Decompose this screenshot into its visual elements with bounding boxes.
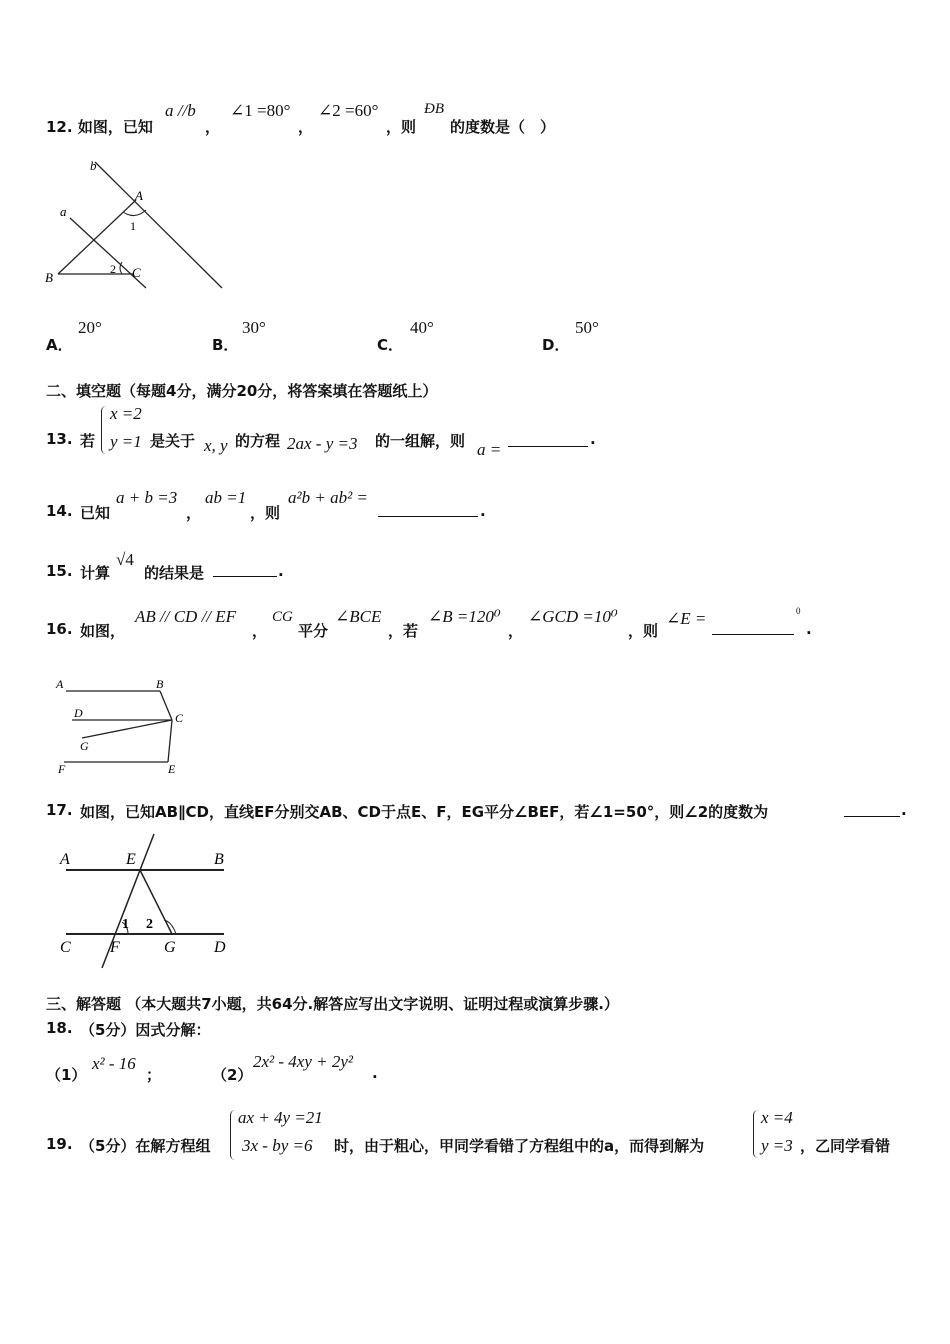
q19-sol1: x =4: [761, 1108, 793, 1127]
answer-blank[interactable]: [378, 516, 478, 517]
brace-left: [101, 406, 108, 454]
answer-blank[interactable]: [508, 446, 588, 447]
brace-left: [230, 1110, 237, 1160]
q16-text: ，若: [388, 622, 419, 640]
label-E: E: [126, 851, 136, 868]
q19-text: 时，由于粗心，甲同学看错了方程组中的a，而得到解为: [334, 1137, 705, 1155]
question-number: 19.: [46, 1135, 73, 1153]
label-B: B: [45, 270, 53, 285]
label-E: E: [168, 762, 176, 776]
q16-sep: ，: [252, 622, 268, 640]
segment-BA: [58, 200, 136, 274]
question-number: 15.: [46, 562, 73, 580]
q12-cond-parallel: a //b: [165, 101, 196, 120]
q12-sep: ，: [298, 118, 314, 136]
label-G: G: [80, 739, 89, 753]
q16-figure: [52, 672, 202, 782]
label-1: 1: [130, 219, 136, 233]
q17-text: 如图，已知AB∥CD，直线EF分别交AB、CD于点E、F，EG平分∠BEF，若∠1=50°，则∠2的度数为: [80, 803, 769, 821]
q13-text: 若: [80, 432, 96, 450]
q13-eq1: x =2: [110, 404, 142, 423]
segment-CE: [168, 720, 172, 762]
label-D: D: [74, 706, 83, 720]
q16-end: .: [806, 620, 812, 638]
question-number: 13.: [46, 430, 73, 448]
angle1-arc: [123, 210, 146, 216]
option-A-value[interactable]: 20°: [78, 318, 102, 337]
q12-cond-angle1: ∠1 =80°: [230, 101, 291, 120]
q18-part2-label: （2）: [212, 1066, 253, 1084]
q13-equation: 2ax - y =3: [287, 434, 358, 453]
label-a: a: [60, 204, 67, 219]
answer-blank[interactable]: [844, 816, 900, 817]
q16-cond5: ∠GCD =10⁰: [528, 607, 618, 626]
q12-sep: ，: [205, 118, 221, 136]
question-number: 16.: [46, 620, 73, 638]
q16-cond1: AB // CD // EF: [135, 607, 237, 626]
option-C-label[interactable]: C．: [377, 336, 404, 354]
q14-text: ，则: [250, 504, 281, 522]
q17-end: .: [901, 801, 907, 819]
label-1: 1: [122, 917, 129, 932]
q12-target: ÐB: [424, 101, 444, 117]
label-2: 2: [110, 262, 116, 276]
label-C: C: [132, 265, 141, 280]
q12-text: 的度数是（ ）: [450, 118, 556, 136]
label-B: B: [214, 851, 224, 868]
q19-eq2: 3x - by =6: [242, 1136, 313, 1155]
q14-expr: a²b + ab² =: [288, 488, 368, 507]
q19-eq1: ax + 4y =21: [238, 1108, 323, 1127]
option-A-label[interactable]: A．: [46, 336, 73, 354]
q18-expr1: x² - 16: [92, 1054, 136, 1073]
q18-sep: ；: [146, 1066, 162, 1084]
label-b: b: [90, 158, 97, 173]
q15-end: .: [278, 562, 284, 580]
answer-blank[interactable]: [213, 576, 277, 577]
q16-degree: 0: [796, 606, 801, 616]
q14-text: 已知: [80, 504, 111, 522]
q16-cond2: CG: [272, 609, 293, 625]
q17-figure: [52, 832, 242, 972]
q14-sep: ，: [186, 504, 202, 522]
q13-text: 的一组解，则: [375, 432, 466, 450]
q12-stem: [46, 116, 153, 137]
q16-cond3: ∠BCE: [335, 607, 382, 626]
label-A: A: [60, 851, 70, 868]
option-D-value[interactable]: 50°: [575, 318, 599, 337]
ray-EG: [140, 870, 172, 934]
q19-text: ，乙同学看错: [800, 1137, 891, 1155]
q16-sep: ，: [508, 622, 524, 640]
q18-part1-label: （1）: [46, 1066, 87, 1084]
label-C: C: [60, 939, 71, 956]
question-number: 17.: [46, 801, 73, 819]
answer-blank[interactable]: [712, 634, 794, 635]
label-F: F: [110, 939, 120, 956]
q16-text: ，则: [628, 622, 659, 640]
q13-end: .: [590, 430, 596, 448]
q15-text: 计算: [80, 564, 111, 582]
q12-figure: [40, 150, 240, 295]
q16-text: 如图，: [80, 622, 126, 640]
q13-target: a =: [477, 440, 502, 459]
label-C: C: [175, 711, 184, 725]
label-2: 2: [146, 917, 153, 932]
label-G: G: [164, 939, 176, 956]
label-B: B: [156, 677, 164, 691]
q18-text: （5分）因式分解：: [80, 1021, 211, 1039]
q13-text: 的方程: [235, 432, 281, 450]
q19-sol2: y =3: [761, 1136, 793, 1155]
q13-eq2: y =1: [110, 432, 142, 451]
q18-expr2: 2x² - 4xy + 2y²: [253, 1052, 354, 1071]
q15-text: 的结果是: [144, 564, 205, 582]
option-B-value[interactable]: 30°: [242, 318, 266, 337]
label-A: A: [135, 188, 143, 203]
option-B-label[interactable]: B．: [212, 336, 239, 354]
question-number: 18.: [46, 1019, 73, 1037]
question-number: 14.: [46, 502, 73, 520]
q14-cond2: ab =1: [205, 488, 247, 507]
q14-cond1: a + b =3: [116, 488, 178, 507]
segment-GC: [82, 720, 172, 738]
section-2-title: 二、填空题（每题4分，满分20分，将答案填在答题纸上）: [46, 382, 438, 400]
question-number: 12.: [46, 118, 73, 136]
section-3-title: 三、解答题 （本大题共7小题，共64分.解答应写出文字说明、证明过程或演算步骤.）: [46, 995, 619, 1013]
q12-cond-angle2: ∠2 =60°: [318, 101, 379, 120]
q16-text: 平分: [298, 622, 329, 640]
option-C-value[interactable]: 40°: [410, 318, 434, 337]
label-A: A: [56, 677, 64, 691]
q12-text: 如图，已知: [77, 118, 153, 136]
q13-vars: x, y: [204, 436, 228, 455]
label-D: D: [214, 939, 226, 956]
q12-text: ，则: [386, 118, 417, 136]
q16-target: ∠E =: [666, 609, 707, 628]
label-F: F: [58, 762, 66, 776]
q14-end: .: [480, 502, 486, 520]
brace-left: [753, 1110, 760, 1158]
q15-expr: √4: [116, 550, 134, 569]
q16-cond4: ∠B =120⁰: [428, 607, 501, 626]
option-D-label[interactable]: D．: [542, 336, 570, 354]
segment-BC: [160, 691, 172, 720]
q13-text: 是关于: [150, 432, 196, 450]
q19-text: （5分）在解方程组: [80, 1137, 211, 1155]
q18-end: .: [372, 1064, 378, 1082]
